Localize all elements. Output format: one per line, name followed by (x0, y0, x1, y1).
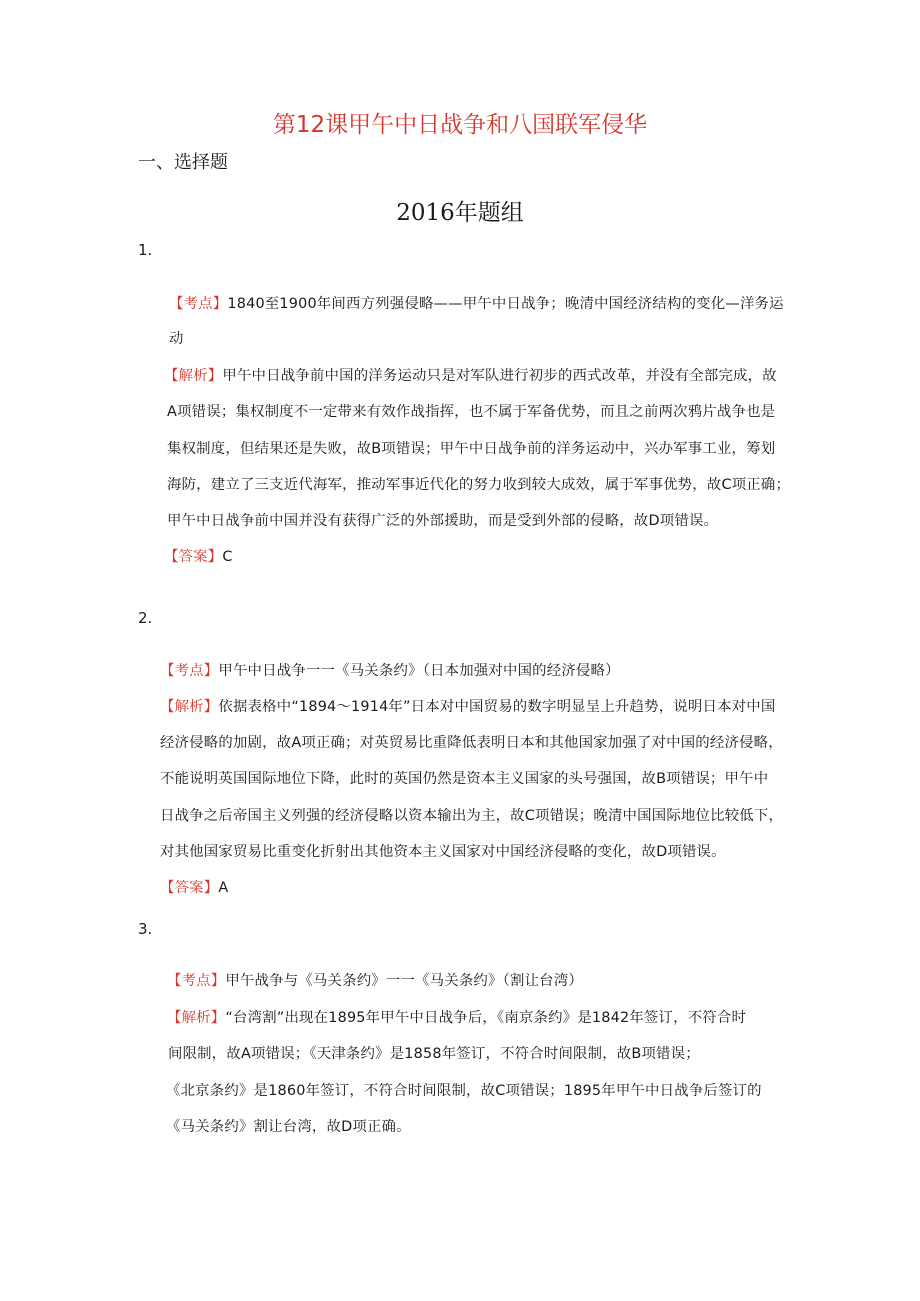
jiexi-text: A项错误；集权制度不一定带来有效作战指挥，也不属于军备优势，而且之前两次鸦片战争也是 (167, 404, 776, 420)
question-2-answer (160, 876, 228, 897)
jiexi-tag: 【解析】 (160, 699, 219, 715)
jiexi-text: 《北京条约》是1860年签订，不符合时间限制，故C项错误；1895年甲午中日战争后签订的 (166, 1083, 762, 1099)
jiexi-text: 集权制度，但结果还是失败，故B项错误；甲午中日战争前的洋务运动中，兴办军事工业，筹划 (167, 441, 776, 457)
jiexi-text: 《马关条约》割让台湾，故D项正确。 (166, 1119, 411, 1135)
kaodian-text: 1840至1900年间西方列强侵略——甲午中日战争；晚清中国经济结构的变化—洋务运 (227, 296, 784, 312)
jiexi-text: 对其他国家贸易比重变化折射出其他资本主义国家对中国经济侵略的变化，故D项错误。 (160, 844, 726, 860)
kaodian-text: 甲午战争与《马关条约》一一《马关条约》（割让台湾） (225, 973, 583, 989)
question-1-answer (164, 545, 233, 566)
page-title: 第12课甲午中日战争和八国联军侵华 (272, 112, 648, 138)
kaodian-text: 动 (169, 331, 184, 347)
jiexi-text: 不能说明英国国际地位下降，此时的英国仍然是资本主义国家的头号强国，故B项错误；甲午中 (160, 771, 769, 787)
jiexi-tag: 【解析】 (167, 1010, 226, 1026)
jiexi-text: 海防，建立了三支近代海军，推动军事近代化的努力收到较大成效，属于军事优势，故C项正确； (167, 477, 791, 493)
jiexi-text: 间限制，故A项错误；《天津条约》是1858年签订，不符合时间限制，故B项错误； (168, 1046, 700, 1062)
daan-tag: 【答案】 (160, 880, 219, 896)
question-2-number: 2. (138, 609, 153, 627)
jiexi-tag: 【解析】 (164, 368, 223, 384)
jiexi-text: 日战争之后帝国主义列强的经济侵略以资本输出为主，故C项错误；晚清中国国际地位比较低下， (160, 808, 784, 824)
kaodian-tag: 【考点】 (167, 973, 226, 989)
answer-value: C (222, 549, 233, 565)
kaodian-tag: 【考点】 (169, 296, 228, 312)
kaodian-text: 甲午中日战争一一《马关条约》（日本加强对中国的经济侵略） (218, 663, 620, 679)
year-group-heading: 2016年题组 (396, 200, 524, 226)
question-1-jiexi (164, 364, 777, 385)
daan-tag: 【答案】 (164, 549, 223, 565)
question-3-number: 3. (138, 920, 153, 938)
jiexi-text: 甲午中日战争前中国的洋务运动只是对军队进行初步的西式改革，并没有全部完成，故 (222, 368, 777, 384)
jiexi-text: 经济侵略的加剧，故A项正确；对英贸易比重降低表明日本和其他国家加强了对中国的经济侵略， (160, 735, 783, 751)
section-heading: 一、选择题 (138, 152, 228, 173)
question-3-kaodian (167, 969, 583, 990)
jiexi-text: 依据表格中“1894～1914年”日本对中国贸易的数字明显呈上升趋势，说明日本对中国 (218, 699, 776, 715)
question-2-kaodian (160, 659, 620, 680)
question-1-kaodian (169, 292, 784, 313)
jiexi-text: “台湾割”出现在1895年甲午中日战争后，《南京条约》是1842年签订，不符合时 (225, 1010, 747, 1026)
question-2-jiexi (160, 695, 775, 716)
answer-value: A (218, 880, 229, 896)
jiexi-text: 甲午中日战争前中国并没有获得广泛的外部援助，而是受到外部的侵略，故D项错误。 (167, 513, 719, 529)
question-3-jiexi (167, 1006, 746, 1027)
question-1-number: 1. (138, 241, 153, 259)
kaodian-tag: 【考点】 (160, 663, 219, 679)
